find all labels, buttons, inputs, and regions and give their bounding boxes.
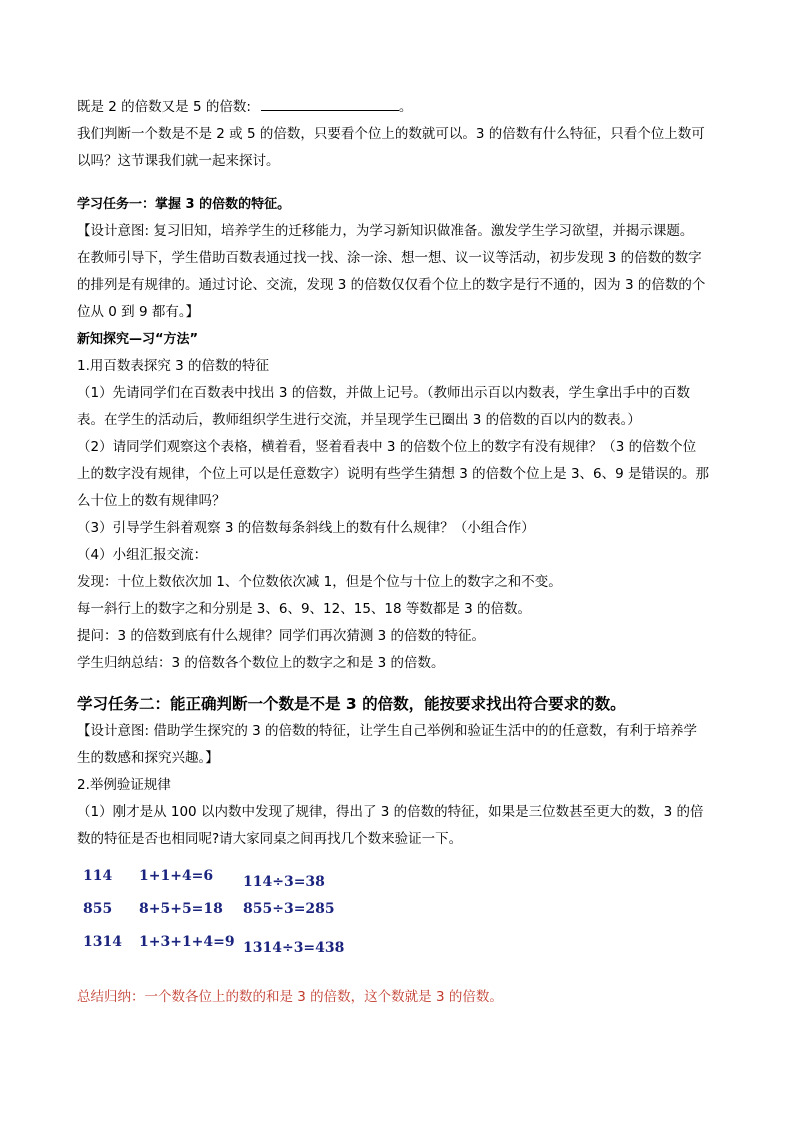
task2-section-title: 2.举例验证规律: [77, 777, 171, 793]
intro-line-2: 我们判断一个数是不是 2 或 5 的倍数，只要看个位上的数就可以。3 的倍数有什么特征，只看个位上数可: [77, 126, 705, 142]
task2-design-1: 【设计意图: 借助学生探究的 3 的倍数的特征，让学生自己举例和验证生活中的的任意数，有利于培养学: [77, 723, 698, 739]
task2-design-2: 生的数感和探究兴趣。】: [77, 750, 219, 766]
task1-section-title: 1.用百数表探究 3 的倍数的特征: [77, 358, 270, 374]
example-number: 114: [83, 868, 113, 884]
task1-line: 每一斜行上的数字之和分别是 3、6、9、12、15、18 等数都是 3 的倍数。: [77, 601, 532, 617]
task1-design-2: 在教师引导下，学生借助百数表通过找一找、涂一涂、想一想、议一议等活动，初步发现 3 的倍数的数字: [77, 250, 702, 266]
example-row: [77, 863, 727, 896]
task1-design-4: 位从 0 到 9 都有。】: [77, 304, 200, 320]
task1-subheading: 新知探究—习“方法”: [77, 332, 199, 347]
example-division: 1314÷3=438: [243, 940, 345, 956]
task1-design-3: 的排列是有规律的。通过讨论、交流，发现 3 的倍数仅仅看个位上的数字是行不通的，因为 3 的倍数的个: [77, 277, 706, 293]
task1-line: 么十位上的数有规律吗？: [77, 493, 226, 509]
examples-block: [77, 863, 727, 962]
task1-line: 发现：十位上数依次加 1、个位数依次减 1，但是个位与十位上的数字之和不变。: [77, 574, 562, 590]
task1-line: （4）小组汇报交流：: [77, 547, 208, 563]
example-digit-sum: 8+5+5=18: [139, 901, 223, 917]
task1-design-1: 【设计意图: 复习旧知，培养学生的迁移能力，为学习新知识做准备。激发学生学习欲望，并揭示课题。: [77, 223, 694, 239]
task1-line: （3）引导学生斜着观察 3 的倍数每条斜线上的数有什么规律？（小组合作）: [77, 520, 535, 536]
task2-line: （1）刚才是从 100 以内数中发现了规律，得出了 3 的倍数的特征，如果是三位数甚至更大的数，3 的倍: [77, 804, 704, 820]
task1-line: 表。在学生的活动后，教师组织学生进行交流，并呈现学生已圈出 3 的倍数的百以内的数表。）: [77, 412, 641, 428]
example-row: [77, 896, 727, 929]
intro-line-3: 以吗？这节课我们就一起来探讨。: [77, 153, 280, 169]
intro-line-1: [77, 94, 727, 121]
task1-line: 上的数字没有规律，个位上可以是任意数字）说明有些学生猜想 3 的倍数个位上是 3、6、9 是错误的。那: [77, 466, 710, 482]
summary-text: 总结归纳：一个数各位上的数的和是 3 的倍数，这个数就是 3 的倍数。: [77, 989, 503, 1005]
task1-line: （2）请同学们观察这个表格，横着看，竖着看表中 3 的倍数个位上的数字有没有规律？（3 的倍数个位: [77, 439, 697, 455]
document-body: [77, 94, 727, 1011]
example-number: 1314: [83, 934, 122, 950]
task1-heading: 学习任务一：掌握 3 的倍数的特征。: [77, 197, 291, 212]
example-number: 855: [83, 901, 113, 917]
example-digit-sum: 1+1+4=6: [139, 868, 214, 884]
answer-blank[interactable]: [261, 96, 399, 111]
task1-line: 提问：3 的倍数到底有什么规律？同学们再次猜测 3 的倍数的特征。: [77, 628, 486, 644]
task1-line: 学生归纳总结：3 的倍数各个数位上的数字之和是 3 的倍数。: [77, 655, 445, 671]
example-division: 114÷3=38: [243, 874, 325, 890]
task1-line: （1）先请同学们在百数表中找出 3 的倍数，并做上记号。（教师出示百以内数表，学生拿出手中的百数: [77, 385, 691, 401]
intro-period: 。: [398, 99, 413, 115]
intro-question: 既是 2 的倍数又是 5 的倍数:: [77, 99, 251, 115]
example-division: 855÷3=285: [243, 901, 335, 917]
example-row: [77, 929, 727, 962]
example-digit-sum: 1+3+1+4=9: [139, 934, 235, 950]
task2-line: 数的特征是否也相同呢?请大家同桌之间再找几个数来验证一下。: [77, 831, 463, 847]
task2-heading: 学习任务二：能正确判断一个数是不是 3 的倍数，能按要求找出符合要求的数。: [77, 695, 626, 713]
